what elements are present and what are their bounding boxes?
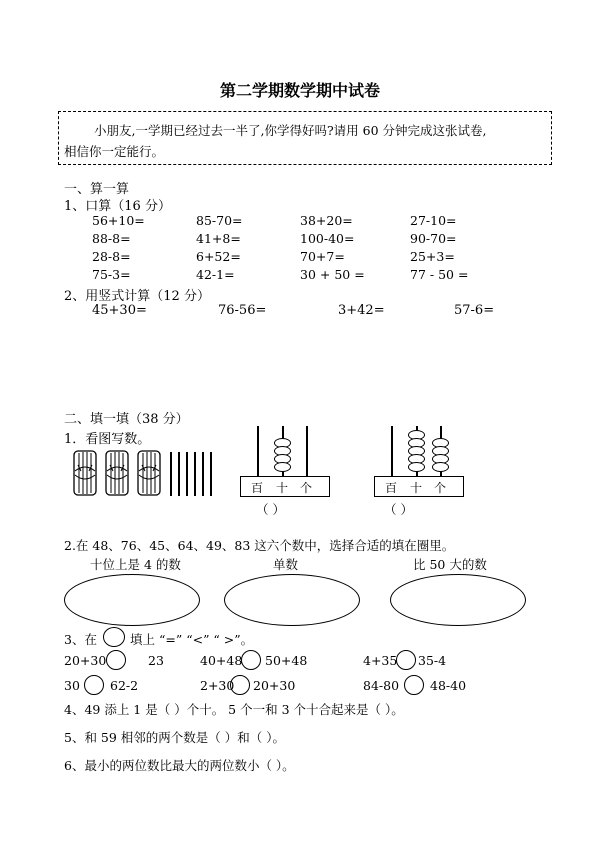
mental-math-item: 6+52=: [196, 249, 241, 264]
abacus-label-ones: 个: [434, 481, 447, 495]
single-stick: [202, 452, 204, 496]
compare-left: 20+30: [64, 653, 107, 668]
mental-math-item: 90-70=: [410, 231, 457, 246]
mental-math-item: 28-8=: [92, 249, 131, 264]
mental-math-item: 25+3=: [410, 249, 455, 264]
intro-line-1: 小朋友,一学期已经过去一半了,你学得好吗?请用 60 分钟完成这张试卷,: [94, 123, 487, 138]
abacus-1-answer-blank[interactable]: （ ）: [256, 502, 285, 517]
mental-math-item: 85-70=: [196, 213, 243, 228]
single-stick: [210, 452, 212, 496]
single-stick: [178, 452, 180, 496]
stick-bundle-icon: [136, 445, 164, 499]
mental-math-item: 30 + 50 =: [300, 267, 365, 282]
abacus-bead: [274, 462, 291, 472]
compare-right: 50+48: [265, 653, 308, 668]
abacus-rod: [391, 426, 393, 476]
mental-math-item: 100-40=: [300, 231, 355, 246]
abacus-label-ones: 个: [300, 481, 313, 495]
abacus-2-answer-blank[interactable]: （ ）: [384, 502, 413, 517]
question-3-suffix: 填上 “=” “<” “ >”。: [130, 632, 254, 647]
single-stick: [194, 452, 196, 496]
compare-left: 2+30: [200, 678, 235, 693]
compare-circle-example: [103, 627, 125, 647]
abacus-rod: [257, 426, 259, 476]
stick-bundle-icon: [72, 445, 100, 499]
circle-label-odd: 单数: [273, 557, 299, 572]
answer-ellipse-tens-digit-4[interactable]: [64, 574, 200, 626]
compare-right: 23: [148, 653, 164, 668]
abacus-rod: [306, 426, 308, 476]
single-stick: [186, 452, 188, 496]
compare-left: 4+35: [363, 653, 398, 668]
compare-circle[interactable]: [230, 675, 250, 695]
mental-math-item: 77 - 50 =: [410, 267, 469, 282]
mental-math-item: 27-10=: [410, 213, 457, 228]
circle-label-greater-50: 比 50 大的数: [413, 557, 487, 572]
compare-circle[interactable]: [396, 650, 416, 670]
part-1-heading: 1、口算（16 分）: [64, 199, 171, 214]
vertical-calc-item: 3+42=: [338, 303, 385, 318]
question-3-prefix: 3、在: [64, 632, 97, 647]
question-1-label: 1．看图写数。: [64, 432, 151, 447]
single-stick: [170, 452, 172, 496]
mental-math-item: 41+8=: [196, 231, 241, 246]
vertical-calc-item: 76-56=: [218, 303, 267, 318]
vertical-calc-item: 45+30=: [92, 303, 147, 318]
abacus-bead: [432, 462, 449, 472]
section-2-heading: 二、填一填（38 分）: [64, 412, 189, 427]
page-title: 第二学期数学期中试卷: [219, 81, 380, 100]
compare-circle[interactable]: [84, 675, 104, 695]
abacus-bead: [408, 462, 425, 472]
compare-right: 20+30: [253, 678, 296, 693]
abacus-label-hundreds: 百: [251, 481, 264, 495]
vertical-calc-item: 57-6=: [454, 303, 495, 318]
compare-left: 40+48: [200, 653, 243, 668]
compare-circle[interactable]: [404, 675, 424, 695]
compare-circle[interactable]: [106, 650, 126, 670]
question-4-text: 4、49 添上 1 是（ ）个十。 5 个一和 3 个十合起来是（ ）。: [64, 702, 404, 717]
section-1-heading: 一、算一算: [64, 182, 130, 197]
intro-line-2: 相信你一定能行。: [64, 144, 165, 159]
compare-right: 35-4: [418, 653, 447, 668]
mental-math-item: 42-1=: [196, 267, 235, 282]
compare-left: 84-80: [363, 678, 400, 693]
question-6-text: 6、最小的两位数比最大的两位数小（ ）。: [64, 758, 295, 773]
stick-bundle-icon: [104, 445, 132, 499]
mental-math-item: 70+7=: [300, 249, 345, 264]
mental-math-item: 38+20=: [300, 213, 353, 228]
compare-right: 62-2: [110, 678, 139, 693]
answer-ellipse-odd[interactable]: [224, 574, 360, 626]
compare-circle[interactable]: [241, 650, 261, 670]
abacus-label-tens: 十: [410, 481, 423, 495]
compare-right: 48-40: [430, 678, 467, 693]
circle-label-tens-digit-4: 十位上是 4 的数: [90, 557, 181, 572]
mental-math-item: 88-8=: [92, 231, 131, 246]
part-2-heading: 2、用竖式计算（12 分）: [64, 289, 210, 304]
question-2-text: 2.在 48、76、45、64、49、83 这六个数中，选择合适的填在圈里。: [64, 538, 455, 553]
question-5-text: 5、和 59 相邻的两个数是（ ）和（ ）。: [64, 730, 286, 745]
mental-math-item: 56+10=: [92, 213, 145, 228]
compare-left: 30: [64, 678, 80, 693]
answer-ellipse-greater-50[interactable]: [390, 574, 526, 626]
abacus-label-tens: 十: [276, 481, 289, 495]
mental-math-item: 75-3=: [92, 267, 131, 282]
abacus-label-hundreds: 百: [385, 481, 398, 495]
